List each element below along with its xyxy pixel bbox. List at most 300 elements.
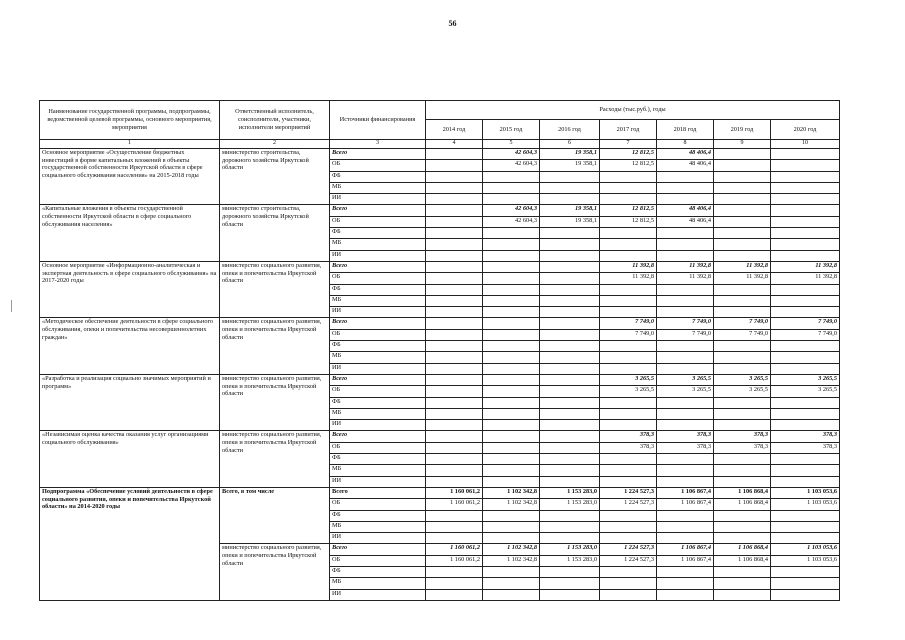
amount-cell: 1 103 053,6 [771, 487, 840, 498]
amount-cell [657, 589, 714, 600]
amount-cell [426, 160, 483, 171]
funding-source: Всего [330, 205, 426, 216]
amount-cell [540, 386, 600, 397]
amount-cell [714, 578, 771, 589]
amount-cell: 12 812,5 [600, 216, 657, 227]
amount-cell [426, 408, 483, 419]
row-name: Подпрограмма «Обеспечение условий деятельности в сфере социального развития, опеки и попечительства Иркутской области» на 2014-2020 годы [40, 487, 220, 600]
page-number: 56 [448, 19, 457, 28]
amount-cell [771, 194, 840, 205]
row-executor: министерство строительства, дорожного хозяйства Иркутской области [220, 149, 330, 205]
amount-cell: 1 153 283,0 [540, 487, 600, 498]
amount-cell [714, 194, 771, 205]
funding-source: ОБ [330, 499, 426, 510]
amount-cell [657, 250, 714, 261]
funding-source: Всего [330, 374, 426, 385]
amount-cell [426, 465, 483, 476]
amount-cell [600, 510, 657, 521]
amount-cell [426, 228, 483, 239]
amount-cell [657, 307, 714, 318]
amount-cell [714, 510, 771, 521]
column-number: 7 [600, 140, 657, 149]
amount-cell: 48 406,4 [657, 149, 714, 160]
amount-cell: 11 392,8 [600, 273, 657, 284]
amount-cell [714, 533, 771, 544]
amount-cell: 19 358,1 [540, 216, 600, 227]
funding-source: ИИ [330, 420, 426, 431]
amount-cell [483, 228, 540, 239]
column-number: 5 [483, 140, 540, 149]
amount-cell [771, 521, 840, 532]
amount-cell: 378,3 [657, 442, 714, 453]
amount-cell [426, 386, 483, 397]
amount-cell [657, 171, 714, 182]
amount-cell: 1 106 868,4 [714, 544, 771, 555]
amount-cell: 11 392,8 [657, 261, 714, 272]
amount-cell [771, 510, 840, 521]
amount-cell [540, 182, 600, 193]
amount-cell [426, 589, 483, 600]
amount-cell: 1 160 061,2 [426, 499, 483, 510]
column-number: 1 [40, 140, 220, 149]
amount-cell: 48 406,4 [657, 205, 714, 216]
year-header: 2014 год [426, 120, 483, 140]
amount-cell [540, 397, 600, 408]
amount-cell [714, 239, 771, 250]
amount-cell [540, 431, 600, 442]
year-header: 2016 год [540, 120, 600, 140]
amount-cell [426, 352, 483, 363]
funding-source: МБ [330, 182, 426, 193]
amount-cell [714, 352, 771, 363]
amount-cell: 378,3 [714, 431, 771, 442]
amount-cell: 378,3 [600, 431, 657, 442]
amount-cell [600, 194, 657, 205]
amount-cell [483, 521, 540, 532]
amount-cell [426, 216, 483, 227]
table-body [40, 149, 840, 601]
amount-cell: 42 604,3 [483, 149, 540, 160]
amount-cell [426, 149, 483, 160]
amount-cell [714, 589, 771, 600]
amount-cell: 42 604,3 [483, 205, 540, 216]
amount-cell [771, 578, 840, 589]
amount-cell [657, 454, 714, 465]
funding-source: МБ [330, 465, 426, 476]
amount-cell [483, 589, 540, 600]
amount-cell [600, 341, 657, 352]
amount-cell [483, 171, 540, 182]
year-header: 2015 год [483, 120, 540, 140]
amount-cell [483, 397, 540, 408]
amount-cell [600, 533, 657, 544]
amount-cell [483, 341, 540, 352]
amount-cell [483, 307, 540, 318]
amount-cell [657, 352, 714, 363]
amount-cell [540, 454, 600, 465]
amount-cell: 11 392,8 [771, 261, 840, 272]
funding-source: ФБ [330, 341, 426, 352]
funding-source: МБ [330, 578, 426, 589]
amount-cell [483, 476, 540, 487]
amount-cell [600, 476, 657, 487]
amount-cell [540, 228, 600, 239]
amount-cell [600, 589, 657, 600]
amount-cell [483, 510, 540, 521]
amount-cell [540, 566, 600, 577]
amount-cell [540, 521, 600, 532]
funding-source: МБ [330, 352, 426, 363]
amount-cell [771, 284, 840, 295]
amount-cell [540, 295, 600, 306]
funding-source: ИИ [330, 307, 426, 318]
amount-cell [714, 454, 771, 465]
amount-cell [540, 318, 600, 329]
amount-cell [657, 566, 714, 577]
amount-cell [483, 250, 540, 261]
amount-cell [483, 295, 540, 306]
funding-source: МБ [330, 521, 426, 532]
amount-cell: 378,3 [771, 431, 840, 442]
amount-cell [483, 284, 540, 295]
amount-cell: 3 265,5 [600, 386, 657, 397]
funding-source: ФБ [330, 566, 426, 577]
amount-cell: 1 102 342,8 [483, 499, 540, 510]
amount-cell [600, 182, 657, 193]
amount-cell: 19 358,1 [540, 149, 600, 160]
amount-cell [657, 510, 714, 521]
amount-cell [540, 589, 600, 600]
amount-cell [426, 341, 483, 352]
amount-cell [483, 273, 540, 284]
amount-cell [426, 454, 483, 465]
amount-cell [657, 194, 714, 205]
amount-cell: 3 265,5 [771, 386, 840, 397]
amount-cell [657, 578, 714, 589]
funding-source: ФБ [330, 228, 426, 239]
funding-source: МБ [330, 239, 426, 250]
amount-cell: 11 392,8 [714, 261, 771, 272]
header-expenses: Расходы (тыс.руб.), годы [426, 101, 840, 120]
amount-cell [483, 374, 540, 385]
amount-cell [600, 408, 657, 419]
amount-cell: 3 265,5 [657, 374, 714, 385]
amount-cell: 378,3 [600, 442, 657, 453]
amount-cell [600, 307, 657, 318]
amount-cell [600, 295, 657, 306]
amount-cell [426, 318, 483, 329]
amount-cell [600, 284, 657, 295]
amount-cell [540, 533, 600, 544]
amount-cell: 19 358,1 [540, 205, 600, 216]
funding-source: Всего [330, 318, 426, 329]
amount-cell [483, 566, 540, 577]
amount-cell [714, 476, 771, 487]
amount-cell [540, 408, 600, 419]
amount-cell [714, 465, 771, 476]
amount-cell: 11 392,8 [600, 261, 657, 272]
amount-cell: 1 160 061,2 [426, 487, 483, 498]
amount-cell [714, 284, 771, 295]
amount-cell [657, 363, 714, 374]
funding-source: ОБ [330, 555, 426, 566]
table-row [40, 149, 840, 160]
funding-source: Всего [330, 149, 426, 160]
amount-cell [426, 397, 483, 408]
amount-cell [426, 374, 483, 385]
amount-cell [714, 250, 771, 261]
amount-cell [483, 182, 540, 193]
amount-cell [483, 352, 540, 363]
amount-cell [426, 510, 483, 521]
table-row [40, 374, 840, 385]
amount-cell [426, 239, 483, 250]
amount-cell: 1 106 867,4 [657, 555, 714, 566]
amount-cell [426, 295, 483, 306]
amount-cell: 1 102 342,8 [483, 487, 540, 498]
amount-cell [714, 149, 771, 160]
funding-source: ИИ [330, 589, 426, 600]
row-executor: министерство строительства, дорожного хозяйства Иркутской области [220, 205, 330, 261]
amount-cell [714, 341, 771, 352]
amount-cell: 1 103 053,6 [771, 544, 840, 555]
funding-source: ОБ [330, 386, 426, 397]
amount-cell [483, 442, 540, 453]
amount-cell [771, 228, 840, 239]
amount-cell [600, 578, 657, 589]
amount-cell: 3 265,5 [600, 374, 657, 385]
column-number: 6 [540, 140, 600, 149]
amount-cell: 1 160 061,2 [426, 544, 483, 555]
amount-cell [771, 589, 840, 600]
amount-cell [426, 521, 483, 532]
amount-cell [426, 566, 483, 577]
amount-cell [483, 578, 540, 589]
amount-cell: 11 392,8 [657, 273, 714, 284]
funding-source: МБ [330, 295, 426, 306]
amount-cell [540, 374, 600, 385]
amount-cell [714, 228, 771, 239]
amount-cell [657, 521, 714, 532]
amount-cell: 7 749,0 [600, 318, 657, 329]
amount-cell: 1 224 527,3 [600, 487, 657, 498]
amount-cell: 7 749,0 [600, 329, 657, 340]
amount-cell: 1 224 527,3 [600, 499, 657, 510]
amount-cell: 1 103 053,6 [771, 499, 840, 510]
amount-cell: 7 749,0 [714, 329, 771, 340]
amount-cell [483, 420, 540, 431]
amount-cell [540, 329, 600, 340]
amount-cell [483, 454, 540, 465]
amount-cell: 19 358,1 [540, 160, 600, 171]
amount-cell: 1 153 283,0 [540, 555, 600, 566]
funding-source: Всего [330, 544, 426, 555]
amount-cell: 3 265,5 [771, 374, 840, 385]
row-name: Основное мероприятие «Информационно-аналитическая и экспертная деятельность в сфере социального обслуживания» на 2017-2020 годы [40, 261, 220, 317]
amount-cell [540, 578, 600, 589]
amount-cell [771, 476, 840, 487]
amount-cell [771, 307, 840, 318]
header-name: Наименование государственной программы, подпрограммы, ведомственной целевой программы, основного мероприятия, мероприятия [40, 101, 220, 140]
amount-cell: 1 106 868,4 [714, 555, 771, 566]
funding-source: ФБ [330, 171, 426, 182]
amount-cell: 1 106 868,4 [714, 499, 771, 510]
amount-cell [483, 261, 540, 272]
amount-cell [426, 250, 483, 261]
funding-source: ИИ [330, 363, 426, 374]
amount-cell: 1 102 342,8 [483, 555, 540, 566]
row-name: «Капитальные вложения в объекты государственной собственности Иркутской области в сфере социального обслуживания населения» [40, 205, 220, 261]
amount-cell: 1 106 867,4 [657, 487, 714, 498]
amount-cell [483, 363, 540, 374]
amount-cell: 48 406,4 [657, 216, 714, 227]
amount-cell [426, 182, 483, 193]
amount-cell: 3 265,5 [714, 386, 771, 397]
amount-cell: 11 392,8 [771, 273, 840, 284]
row-name: Основное мероприятие «Осуществление бюджетных инвестиций в форме капитальных вложений в объекты государственной собственности Иркутской области в сфере социального обслуживания населения» на 2015-2018 годы [40, 149, 220, 205]
row-executor: министерство социального развития, опеки и попечительства Иркутской области [220, 544, 330, 600]
amount-cell [540, 250, 600, 261]
amount-cell [540, 352, 600, 363]
amount-cell: 12 812,5 [600, 160, 657, 171]
amount-cell [600, 420, 657, 431]
amount-cell [483, 239, 540, 250]
amount-cell [657, 228, 714, 239]
funding-source: Всего [330, 261, 426, 272]
amount-cell [540, 273, 600, 284]
amount-cell [714, 216, 771, 227]
amount-cell: 7 749,0 [771, 329, 840, 340]
row-executor: министерство социального развития, опеки и попечительства Иркутской области [220, 318, 330, 374]
amount-cell [771, 420, 840, 431]
amount-cell [483, 318, 540, 329]
amount-cell [600, 239, 657, 250]
amount-cell [657, 239, 714, 250]
row-name: «Разработка и реализация социально значимых мероприятий и программ» [40, 374, 220, 430]
amount-cell [714, 295, 771, 306]
funding-source: ИИ [330, 476, 426, 487]
amount-cell [771, 363, 840, 374]
table-row [40, 261, 840, 272]
amount-cell: 378,3 [771, 442, 840, 453]
amount-cell [657, 465, 714, 476]
amount-cell [540, 442, 600, 453]
funding-source: Всего [330, 487, 426, 498]
amount-cell: 1 153 283,0 [540, 544, 600, 555]
amount-cell [600, 228, 657, 239]
amount-cell: 3 265,5 [657, 386, 714, 397]
amount-cell: 7 749,0 [657, 329, 714, 340]
year-header: 2019 год [714, 120, 771, 140]
amount-cell [426, 284, 483, 295]
amount-cell [540, 261, 600, 272]
amount-cell [714, 420, 771, 431]
funding-source: ФБ [330, 454, 426, 465]
amount-cell [600, 363, 657, 374]
amount-cell [426, 578, 483, 589]
amount-cell [771, 341, 840, 352]
row-executor: министерство социального развития, опеки и попечительства Иркутской области [220, 431, 330, 487]
column-number: 3 [330, 140, 426, 149]
amount-cell [600, 566, 657, 577]
amount-cell [714, 307, 771, 318]
amount-cell [426, 431, 483, 442]
amount-cell: 1 224 527,3 [600, 555, 657, 566]
amount-cell [657, 476, 714, 487]
column-number: 2 [220, 140, 330, 149]
funding-source: ОБ [330, 273, 426, 284]
amount-cell [600, 465, 657, 476]
amount-cell [771, 171, 840, 182]
amount-cell [426, 171, 483, 182]
amount-cell: 11 392,8 [714, 273, 771, 284]
row-executor: министерство социального развития, опеки и попечительства Иркутской области [220, 374, 330, 430]
amount-cell [483, 431, 540, 442]
amount-cell [771, 566, 840, 577]
amount-cell [771, 216, 840, 227]
amount-cell [540, 363, 600, 374]
amount-cell [540, 307, 600, 318]
funding-source: ОБ [330, 329, 426, 340]
amount-cell [426, 273, 483, 284]
amount-cell [540, 284, 600, 295]
amount-cell [540, 341, 600, 352]
funding-source: ИИ [330, 194, 426, 205]
amount-cell [426, 363, 483, 374]
amount-cell [426, 194, 483, 205]
column-number: 8 [657, 140, 714, 149]
amount-cell [426, 205, 483, 216]
amount-cell: 1 106 868,4 [714, 487, 771, 498]
amount-cell [714, 182, 771, 193]
amount-cell [714, 408, 771, 419]
table-row [40, 205, 840, 216]
amount-cell: 378,3 [657, 431, 714, 442]
table-row [40, 431, 840, 442]
amount-cell [714, 521, 771, 532]
funding-source: МБ [330, 408, 426, 419]
row-name: «Независимая оценка качества оказания услуг организациями социального обслуживания» [40, 431, 220, 487]
year-header: 2018 год [657, 120, 714, 140]
amount-cell [483, 194, 540, 205]
amount-cell [600, 521, 657, 532]
amount-cell [600, 352, 657, 363]
amount-cell [771, 149, 840, 160]
funding-source: Всего [330, 431, 426, 442]
amount-cell [483, 408, 540, 419]
amount-cell [714, 363, 771, 374]
amount-cell [483, 329, 540, 340]
amount-cell: 7 749,0 [771, 318, 840, 329]
amount-cell: 12 812,5 [600, 205, 657, 216]
amount-cell [771, 160, 840, 171]
amount-cell: 1 153 283,0 [540, 499, 600, 510]
funding-source: ОБ [330, 160, 426, 171]
amount-cell [657, 284, 714, 295]
amount-cell [771, 408, 840, 419]
amount-cell [657, 420, 714, 431]
amount-cell [714, 160, 771, 171]
amount-cell [714, 171, 771, 182]
amount-cell: 1 224 527,3 [600, 544, 657, 555]
amount-cell [771, 533, 840, 544]
header-executor: Ответственный исполнитель, соисполнители, участники, исполнители мероприятий [220, 101, 330, 140]
funding-source: ФБ [330, 397, 426, 408]
amount-cell [771, 205, 840, 216]
amount-cell: 48 406,4 [657, 160, 714, 171]
amount-cell: 42 604,3 [483, 216, 540, 227]
amount-cell [600, 250, 657, 261]
